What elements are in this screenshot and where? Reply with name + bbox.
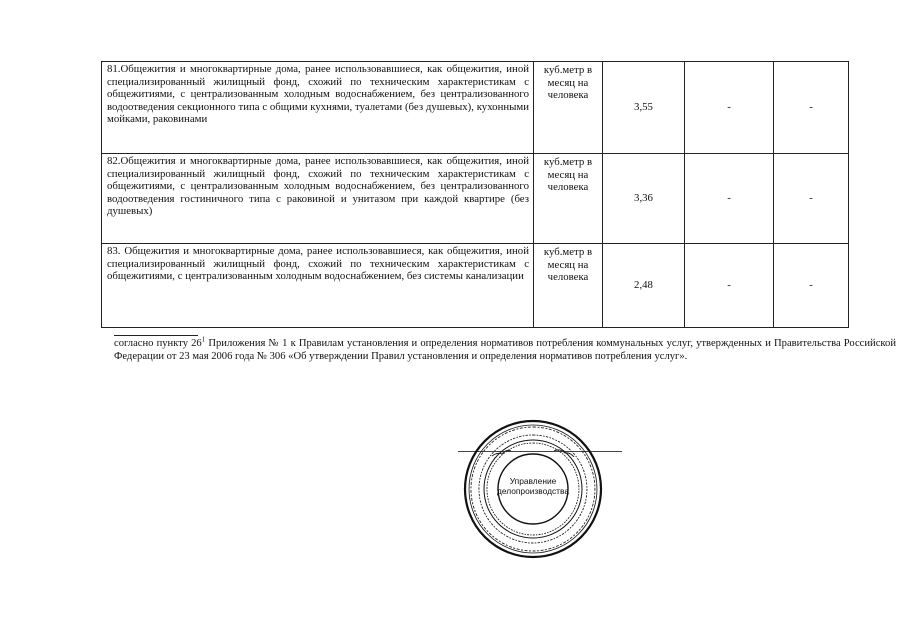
footnote-rule	[114, 335, 198, 336]
row-value: 3,36	[603, 154, 685, 244]
row-col5: -	[774, 154, 849, 244]
norms-table	[101, 61, 849, 328]
footnote-text-start: согласно пункту 26	[114, 338, 202, 349]
row-description: 82.Общежития и многоквартирные дома, ранее использовавшиеся, как общежития, иной специализированный жилищный фонд, схожий по техническим характеристикам с общежитиями, с централизованным холодным водоснабжением, без централизованного водоотведения гостиничного типа с раковиной и унитазом при каждой квартире (без душевых)	[102, 154, 534, 244]
row-col5: -	[774, 244, 849, 328]
row-description: 83. Общежития и многоквартирные дома, ранее использовавшиеся, как общежития, иной специализированный жилищный фонд, схожий по техническим характеристикам с общежитиями, с централизованным холодным водоснабжением, без системы канализации	[102, 244, 534, 328]
footnote-text-end: Приложения № 1 к Правилам установления и определения нормативов потребления коммунальных услуг, утвержденных и Правительства Российской Федерации от 23 мая 2006 года № 306 «Об утверждении Правил установления и определения нормативов потребления услуг».	[114, 338, 896, 362]
footnote	[114, 335, 896, 363]
row-col5: -	[774, 62, 849, 154]
row-unit	[534, 244, 603, 328]
table-row	[102, 62, 849, 154]
row-col4: -	[685, 62, 774, 154]
row-col4: -	[685, 154, 774, 244]
table-row	[102, 244, 849, 328]
row-description: 81.Общежития и многоквартирные дома, ранее использовавшиеся, как общежития, иной специализированный жилищный фонд, схожий по техническим характеристикам с общежитиями, с централизованным холодным водоснабжением, без централизованного водоотведения секционного типа с общими кухнями, туалетами (без душевых), кухонными мойками, раковинами	[102, 62, 534, 154]
row-unit-text: куб.метр в месяц на человека	[543, 156, 593, 194]
row-unit-text: куб.метр в месяц на человека	[543, 64, 593, 102]
row-col4: -	[685, 244, 774, 328]
seal-line-2: делопроизводства	[496, 486, 570, 496]
seal-line-1: Управление	[509, 476, 557, 486]
row-unit	[534, 154, 603, 244]
row-unit-text: куб.метр в месяц на человека	[543, 246, 593, 284]
table-row	[102, 154, 849, 244]
seal-center-text	[462, 476, 604, 496]
footnote-superscript: 1	[201, 335, 206, 344]
row-value: 3,55	[603, 62, 685, 154]
row-unit	[534, 62, 603, 154]
row-value: 2,48	[603, 244, 685, 328]
